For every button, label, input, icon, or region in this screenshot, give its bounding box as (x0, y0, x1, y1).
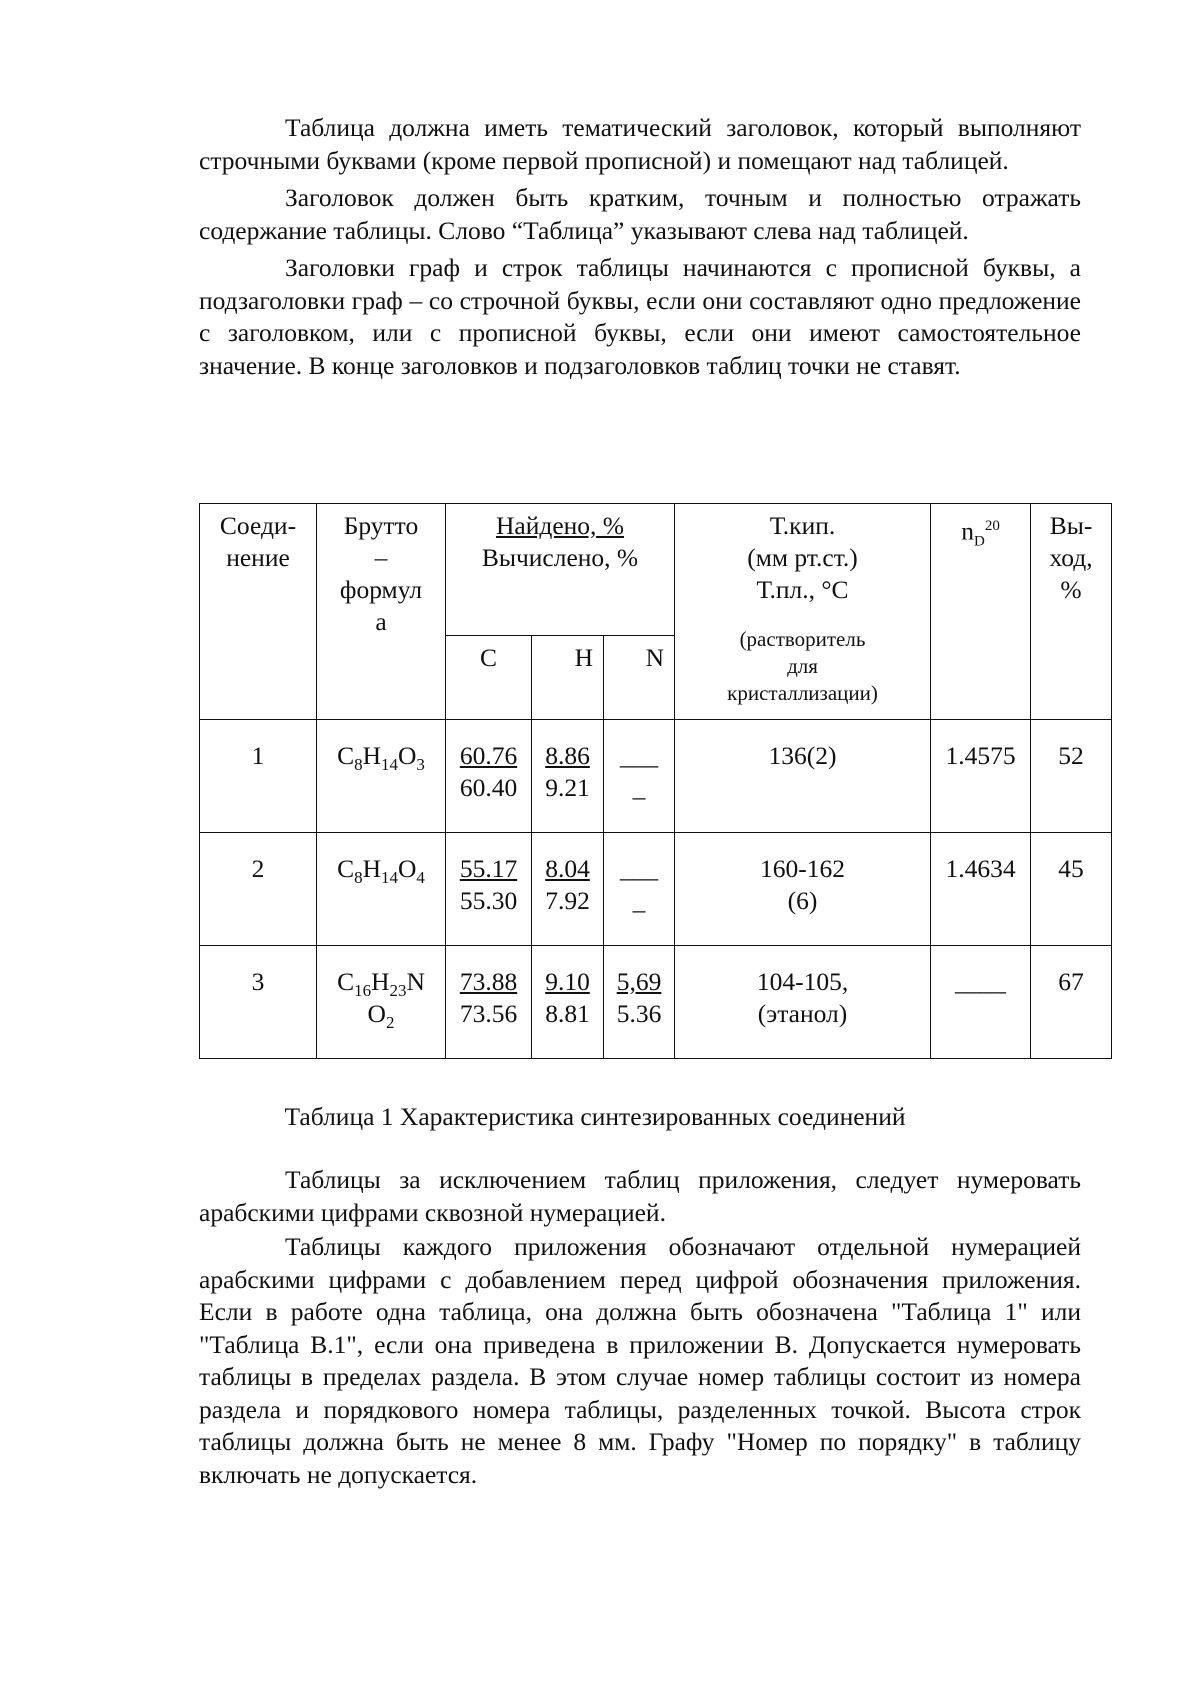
paragraph: Таблица должна иметь тематический заголовок, который выполняют строчными буквами (кроме первой прописной) и помещают над таблицей. (199, 113, 1081, 175)
header-yield: Вы- ход, % (1031, 504, 1112, 720)
compound-number: 1 (200, 720, 317, 833)
compounds-table (199, 503, 1112, 1059)
nitrogen-value: ___ _ (604, 720, 675, 833)
brutto-formula: $C_8H_{14}O_3$ (317, 720, 446, 833)
boiling-point-value: 104-105, (этанол) (675, 946, 931, 1059)
table-row (200, 720, 1112, 833)
hydrogen-value: 8.86 9.21 (532, 720, 604, 833)
paragraph: Таблицы за исключением таблиц приложения, следует нумеровать арабскими цифрами сквозной нумерацией. (199, 1165, 1081, 1227)
yield-value: 67 (1031, 946, 1112, 1059)
nitrogen-value: 5,69 5.36 (604, 946, 675, 1059)
header-c: С (446, 636, 532, 720)
carbon-value: 60.76 60.40 (446, 720, 532, 833)
hydrogen-value: 8.04 7.92 (532, 833, 604, 946)
header-found-calc: Найдено, % Вычислено, % (446, 504, 675, 636)
carbon-value: 73.88 73.56 (446, 946, 532, 1059)
yield-value: 52 (1031, 720, 1112, 833)
paragraph: Заголовок должен быть кратким, точным и полностью отражать содержание таблицы. Слово “Таблица” указывают слева над таблицей. (199, 183, 1081, 245)
header-n: N (604, 636, 675, 720)
refractive-index-value: 1.4575 (931, 720, 1031, 833)
numbering-rules-text (199, 1164, 1081, 1493)
table-caption: Таблица 1 Характеристика синтезированных соединений (284, 1102, 906, 1131)
table-row (200, 833, 1112, 946)
intro-text (199, 112, 1081, 387)
header-refractive-index: $n_D^{20}$ (931, 504, 1031, 720)
compound-number: 3 (200, 946, 317, 1059)
carbon-value: 55.17 55.30 (446, 833, 532, 946)
paragraph: Таблицы каждого приложения обозначают отдельной нумерацией арабскими цифрами с добавлением перед цифрой обозначения приложения. Если в работе одна таблица, она должна быть обозначена "Таблица 1" или "Таблица В.1", если она приведена в приложении В. Допускается нумеровать таблицы в пределах раздела. В этом случае номер таблицы состоит из номера раздела и порядкового номера таблицы, разделенных точкой. Высота строк таблицы должна быть не менее 8 мм. Графу "Номер по порядку" в таблицу включать не допускается. (199, 1232, 1081, 1489)
refractive-index-value: ____ (931, 946, 1031, 1059)
header-h: Н (532, 636, 604, 720)
boiling-point-value: 136(2) (675, 720, 931, 833)
brutto-formula: $C_{16}H_{23}N$ $O_2$ (317, 946, 446, 1059)
header-boiling-point: Т.кип. (мм рт.ст.) Т.пл., °С (растворитель для кристаллизации) (675, 504, 931, 720)
brutto-formula: $C_8H_{14}O_4$ (317, 833, 446, 946)
boiling-point-value: 160-162 (6) (675, 833, 931, 946)
table-row (200, 946, 1112, 1059)
header-compound: Соеди- нение (200, 504, 317, 720)
yield-value: 45 (1031, 833, 1112, 946)
paragraph: Заголовки граф и строк таблицы начинаются с прописной буквы, а подзаголовки граф – со строчной буквы, если они составляют одно предложение с заголовком, или с прописной буквы, если они имеют самостоятельное значение. В конце заголовков и подзаголовков таблиц точки не ставят. (199, 253, 1081, 380)
compound-number: 2 (200, 833, 317, 946)
hydrogen-value: 9.10 8.81 (532, 946, 604, 1059)
header-formula: Брутто – формул а (317, 504, 446, 720)
nitrogen-value: ___ _ (604, 833, 675, 946)
refractive-index-value: 1.4634 (931, 833, 1031, 946)
